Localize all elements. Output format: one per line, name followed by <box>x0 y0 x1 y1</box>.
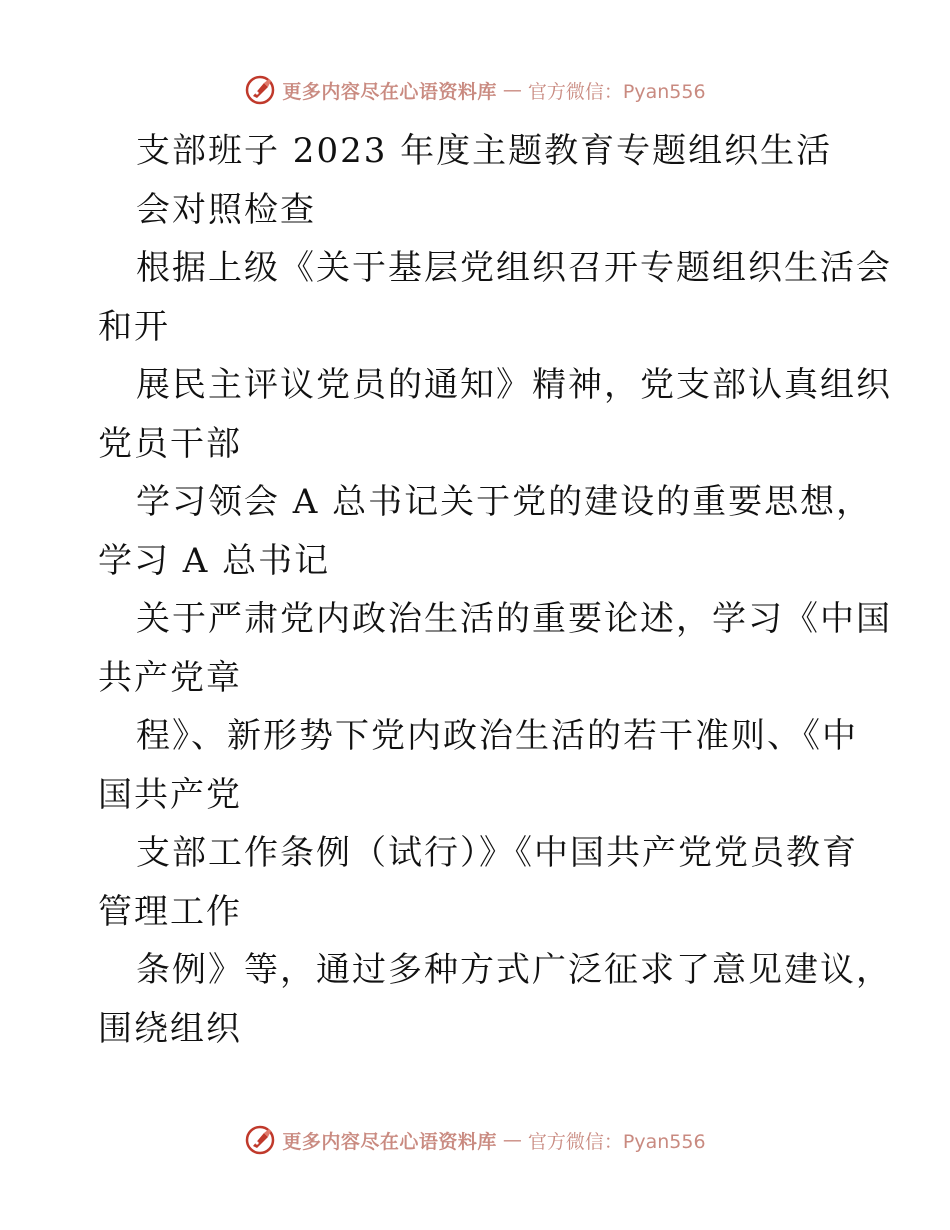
paragraph-line: 共产党章 <box>98 657 242 698</box>
paragraph-line: 管理工作 <box>98 891 242 932</box>
paragraph-line: 党员干部 <box>98 423 242 464</box>
paragraph-line: 国共产党 <box>98 774 242 815</box>
paragraph-line: 支部工作条例（试行）》《中国共产党党员教育 <box>136 833 858 873</box>
paragraph-line: 和开 <box>98 306 170 347</box>
paragraph-line: 展民主评议党员的通知》精神，党支部认真组织 <box>136 365 892 405</box>
paragraph-line: 程》、新形势下党内政治生活的若干准则、《中 <box>136 716 858 756</box>
document-title-line: 会对照检查 <box>136 189 316 230</box>
paragraph-line: 学习领会 A 总书记关于党的建设的重要思想， <box>136 482 873 522</box>
paragraph-line: 关于严肃党内政治生活的重要论述，学习《中国 <box>136 599 892 639</box>
document-body <box>98 122 892 1058</box>
banner-site-text: 更多内容尽在心语资料库 <box>282 1130 497 1153</box>
paragraph-line: 围绕组织 <box>98 1008 242 1049</box>
banner-separator: — <box>502 79 522 101</box>
pen-nib-circle-icon <box>244 1124 276 1156</box>
document-title-line: 支部班子 2023 年度主题教育专题组织生活 <box>136 131 833 171</box>
banner-wechat-text: 官方微信：Pyan556 <box>527 80 706 103</box>
banner-separator: — <box>502 1129 522 1151</box>
paragraph-line: 学习 A 总书记 <box>98 540 331 581</box>
pen-nib-circle-icon <box>244 74 276 106</box>
paragraph-line: 条例》等，通过多种方式广泛征求了意见建议， <box>136 950 892 990</box>
banner-site-text: 更多内容尽在心语资料库 <box>282 80 497 103</box>
paragraph-line: 根据上级《关于基层党组织召开专题组织生活会 <box>136 248 892 288</box>
header-banner <box>0 70 950 110</box>
banner-wechat-text: 官方微信：Pyan556 <box>527 1130 706 1153</box>
footer-banner <box>0 1120 950 1160</box>
